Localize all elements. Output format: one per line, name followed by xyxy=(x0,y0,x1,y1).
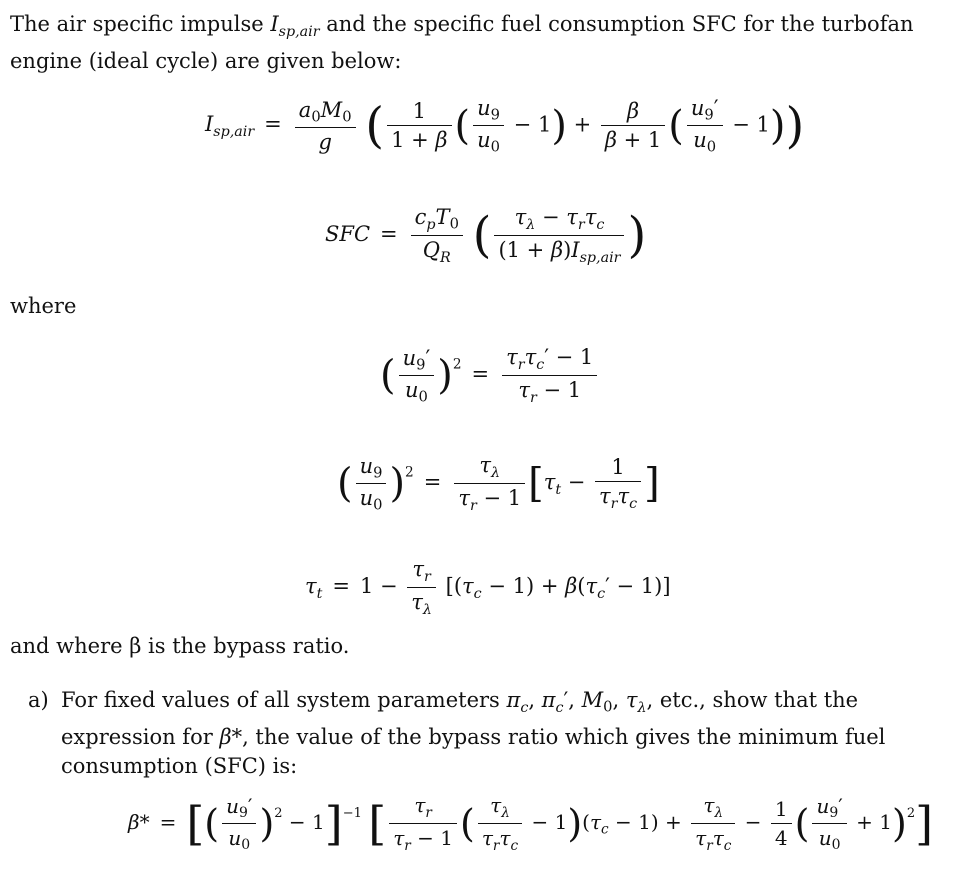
equation-sfc: SFC = $\frac{c_pT_0}{Q_R}$ ( $\frac{\tau_\lambda - \tau_r\tau_c}{(1 + \beta)I_{sp,air}}$ ) xyxy=(325,205,647,266)
equation-beta-star: β* = [( $\frac{u_9'}{u_0}$ )$^2$ − 1]$^{-1}$ [ $\frac{\tau_r}{\tau_r - 1}$ ( $\frac{\tau_\lambda}{\tau_r\tau_c}$ − $1)(\tau_c - 1)$ + $\frac{\tau_\lambda}{\tau_r\tau_c}$ − $\frac{1}{4}$ ( $\frac{u_9'}{u_0}$ + 1)$^2$] xyxy=(128,793,934,854)
equation-isp: $I_{sp,air}$ = $\frac{a_0M_0}{g}$ ( $\frac{1}{1 + \beta}$ ( $\frac{u_9}{u_0}$ − 1) + $\frac{\beta}{\beta + 1}$ ( $\frac{u_9'}{u_0}$ − 1)) xyxy=(205,96,805,156)
bypass-ratio-text: and where β is the bypass ratio. xyxy=(10,634,350,658)
where-text: where xyxy=(10,294,77,318)
equation-u9prime-ratio: ( $\frac{u_9'}{u_0}$ )$^2$ = $\frac{\tau_r\tau_c' - 1}{\tau_r - 1}$ xyxy=(380,345,600,406)
equation-tau-t: $\tau_t = 1$ − $\frac{\tau_r}{\tau_\lambda}$ $[(\tau_c - 1) + \beta(\tau_c' - 1)]$ xyxy=(305,557,671,618)
isp-symbol: $I_{sp,air}$ xyxy=(270,12,320,40)
question-a: a) For fixed values of all system parameters $\pi_c$, $\pi_c'$, $M_0$, $\tau_\lambda$, etc., show that the expression for β*, the value of the bypass ratio which gives the minimum fuel consumption (SFC) is: xyxy=(28,688,886,778)
intro-paragraph: The air specific impulse $I_{sp,air}$ and the specific fuel consumption SFC for the turbofan engine (ideal cycle) are given below: xyxy=(10,12,914,73)
equation-u9-ratio: ( $\frac{u_9}{u_0}$ )$^2$ = $\frac{\tau_\lambda}{\tau_r - 1}$ [$\tau_t$ − $\frac{1}{\tau_r\tau_c}$ ] xyxy=(337,453,660,514)
question-a-label: a) xyxy=(28,688,49,712)
